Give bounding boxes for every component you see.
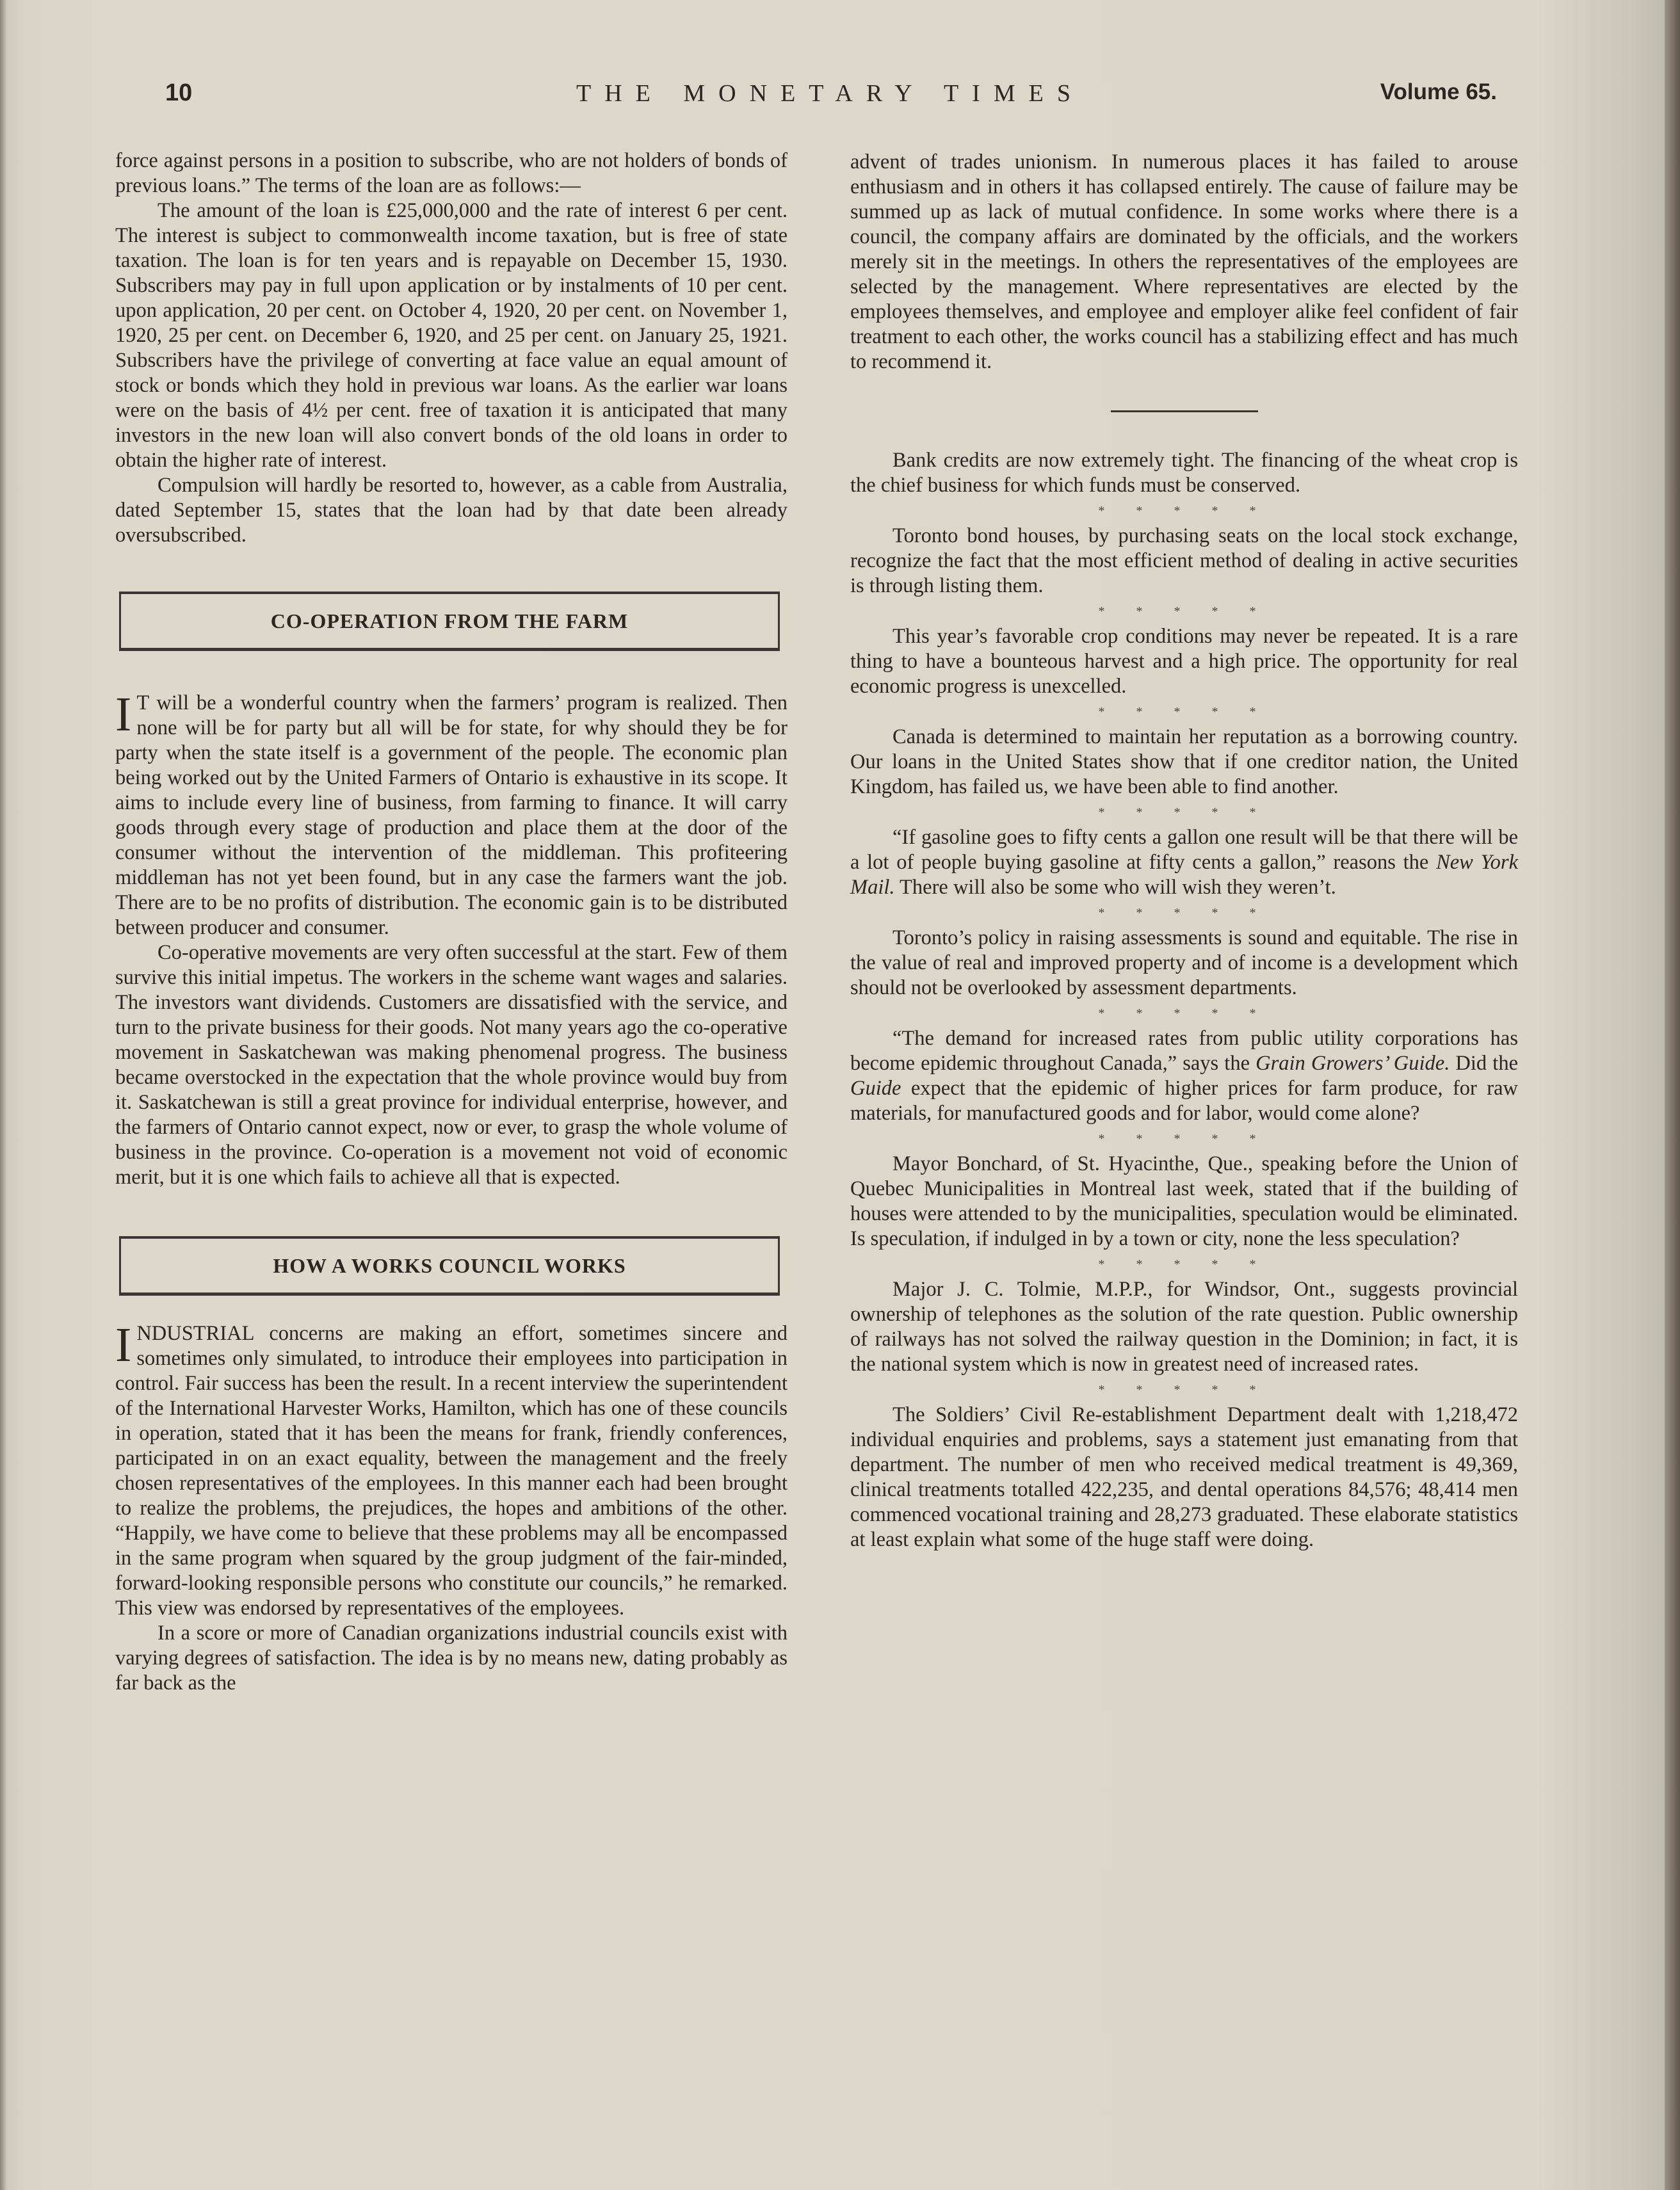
rates-text-middle: Did the bbox=[1450, 1052, 1518, 1075]
works-paragraph-2: In a score or more of Canadian organizations industrial councils exist with varying degrees of satisfaction. The idea is by no means new, dating probably as far back as the bbox=[115, 1622, 788, 1695]
coop-paragraph-2: Co-operative movements are very often successful at the start. Few of them survive this initial impetus. The workers in the scheme want wages and salaries. The investors want dividends. Customers are dissatisfied with the service, and turn to the private business for their goods. Not many years ago the co-operative movement in Saskatchewan was making phenomenal progress. The business became overstocked in the expectation that the whole province would buy from it. Saskatchewan is still a great province for individual enterprise, however, and the farmers of Ontario cannot expect, now or ever, to grasp the whole volume of business in the province. Co-operation is a movement not void of economic merit, but it is one which fails to achieve all that is expected. bbox=[115, 941, 788, 1189]
note-speculation: Mayor Bonchard, of St. Hyacinthe, Que., speaking before the Union of Quebec Municipalities in Montreal last week, stated that if the building of houses were attended to by the municipalities, speculation would be eliminated. Is speculation, if indulged in by a town or city, none the less speculation? bbox=[850, 1152, 1518, 1250]
rates-text-before: “The demand for increased rates from public utility corporations has become epidemic throughout Canada,” says the bbox=[850, 1027, 1518, 1075]
page-edge-right bbox=[1665, 0, 1680, 2190]
note-telephones: Major J. C. Tolmie, M.P.P., for Windsor, Ont., suggests provincial ownership of telephones as the solution of the rate question. Public ownership of railways has not solved the railway question in the Dominion; in fact, it is the national system which is now in greatest need of increased rates. bbox=[850, 1278, 1518, 1376]
coop-heading: CO-OPERATION FROM THE FARM bbox=[270, 609, 629, 632]
right-column bbox=[850, 150, 1518, 1552]
publication-title: THE MONETARY TIMES bbox=[576, 80, 1084, 107]
page-header bbox=[165, 79, 1497, 118]
note-crop-conditions: This year’s favorable crop conditions may never be repeated. It is a rare thing to have a bounteous harvest and a high price. The opportunity for real economic progress is unexcelled. bbox=[850, 625, 1518, 698]
rates-text-after: expect that the epidemic of higher prices for farm produce, for raw materials, for manufactured goods and for labor, would come alone? bbox=[850, 1077, 1518, 1125]
loan-closing: Compulsion will hardly be resorted to, however, as a cable from Australia, dated September 15, states that the loan had by that date been already oversubscribed. bbox=[115, 474, 788, 547]
page-number: 10 bbox=[165, 79, 193, 106]
works-continued: advent of trades unionism. In numerous places it has failed to arouse enthusiasm and in others it has collapsed entirely. The cause of failure may be summed up as lack of mutual confidence. In some works where there is a council, the company affairs are dominated by the officials, and the workers merely sit in the meetings. In others the representatives of the employees are selected by the management. Where representatives are elected by the employees themselves, and employee and employer alike feel confident of fair treatment to each other, the works council has a stabilizing effect and has much to recommend it. bbox=[850, 150, 1518, 373]
volume-label: Volume 65. bbox=[1380, 79, 1497, 104]
coop-heading-box bbox=[119, 592, 780, 651]
star-separator: * * * * * bbox=[1098, 1257, 1270, 1271]
note-bank-credits: Bank credits are now extremely tight. The financing of the wheat crop is the chief business for which funds must be conserved. bbox=[850, 449, 1518, 497]
note-borrowing-country: Canada is determined to maintain her reputation as a borrowing country. Our loans in the United States show that if one creditor nation, the United Kingdom, has failed us, we have been able to find another. bbox=[850, 725, 1518, 798]
star-separator: * * * * * bbox=[1098, 1132, 1270, 1146]
left-column bbox=[115, 149, 788, 1696]
star-separator: * * * * * bbox=[1098, 1383, 1270, 1397]
works-paragraph-1: INDUSTRIAL concerns are making an effort, sometimes sincere and sometimes only simulated, to introduce their employees into participation in control. Fair success has been the result. In a recent interview the superintendent of the International Harvester Works, Hamilton, which has one of these councils in operation, stated that it has been the means for frank, friendly conferences, participated in on an exact equality, between the management and the freely chosen representatives of the employees. In this manner each had been brought to realize the problems, the prejudices, the hopes and ambitions of the other. “Happily, we have come to believe that these problems may all be encompassed in the same program when squared by the group judgment of the fair-minded, forward-looking responsible persons who constitute our councils,” he remarked. This view was endorsed by representatives of the employees. bbox=[115, 1318, 788, 1620]
note-bond-houses: Toronto bond houses, by purchasing seats on the local stock exchange, recognize the fact that the most efficient method of dealing in active securities is through listing them. bbox=[850, 524, 1518, 597]
rates-source-short: Guide bbox=[850, 1077, 901, 1100]
star-separator: * * * * * bbox=[1098, 805, 1270, 819]
note-soldiers-department: The Soldiers’ Civil Re-establishment Department dealt with 1,218,472 individual enquiries and problems, says a statement just emanating from that department. The number of men who received medical treatment is 49,369, clinical treatments totalled 422,235, and dental operations 84,576; 48,414 men commenced vocational training and 28,273 graduated. These elaborate statistics at least explain what some of the huge staff were doing. bbox=[850, 1403, 1518, 1551]
note-toronto-assessments: Toronto’s policy in raising assessments is sound and equitable. The rise in the value of real and improved property and of income is a development which should not be overlooked by assessment departments. bbox=[850, 926, 1518, 999]
works-heading-box bbox=[119, 1236, 780, 1296]
works-heading: HOW A WORKS COUNCIL WORKS bbox=[273, 1253, 626, 1277]
coop-paragraph-1: IT will be a wonderful country when the farmers’ program is realized. Then none will be for party but all will be for state, for why should they be for party when the state itself is a government of the people. The economic plan being worked out by the United Farmers of Ontario is exhaustive in its scope. It aims to include every line of business, from farming to finance. It will carry goods through every stage of production and place them at the door of the consumer without the intervention of the middleman. This profiteering middleman has not yet been found, but in any case the farmers want the job. There are to be no profits of distribution. The economic gain is to be distributed between producer and consumer. bbox=[115, 688, 788, 939]
gasoline-source: New York Mail. bbox=[850, 851, 1519, 899]
star-separator: * * * * * bbox=[1098, 906, 1270, 920]
note-utility-rates bbox=[850, 1026, 1518, 1126]
star-separator: * * * * * bbox=[1098, 1006, 1270, 1020]
star-separator: * * * * * bbox=[1098, 604, 1270, 618]
rates-source: Grain Growers’ Guide. bbox=[1256, 1052, 1450, 1075]
star-separator: * * * * * bbox=[1098, 504, 1270, 518]
loan-intro: force against persons in a position to subscribe, who are not holders of bonds of previous loans.” The terms of the loan are as follows:— bbox=[115, 149, 788, 197]
note-gasoline bbox=[850, 825, 1518, 900]
gasoline-text-before: “If gasoline goes to fifty cents a gallon one result will be that there will be a lot of people buying gasoline at fifty cents a gallon,” reasons the bbox=[850, 826, 1518, 874]
gasoline-text-after: There will also be some who will wish they weren’t. bbox=[894, 876, 1336, 899]
loan-terms: The amount of the loan is £25,000,000 and the rate of interest 6 per cent. The interest is subject to commonwealth income taxation, but is free of state taxation. The loan is for ten years and is repayable on December 15, 1930. Subscribers may pay in full upon application or by instalments of 10 per cent. upon application, 20 per cent. on October 4, 1920, 20 per cent. on November 1, 1920, 25 per cent. on December 6, 1920, and 25 per cent. on January 25, 1921. Subscribers have the privilege of converting at face value an equal amount of stock or bonds which they hold in previous war loans. As the earlier war loans were on the basis of 4½ per cent. free of taxation it is anticipated that many investors in the new loan will also convert bonds of the old loans in order to obtain the higher rate of interest. bbox=[115, 199, 788, 472]
page-edge-left bbox=[0, 0, 6, 2190]
star-separator: * * * * * bbox=[1098, 705, 1270, 719]
